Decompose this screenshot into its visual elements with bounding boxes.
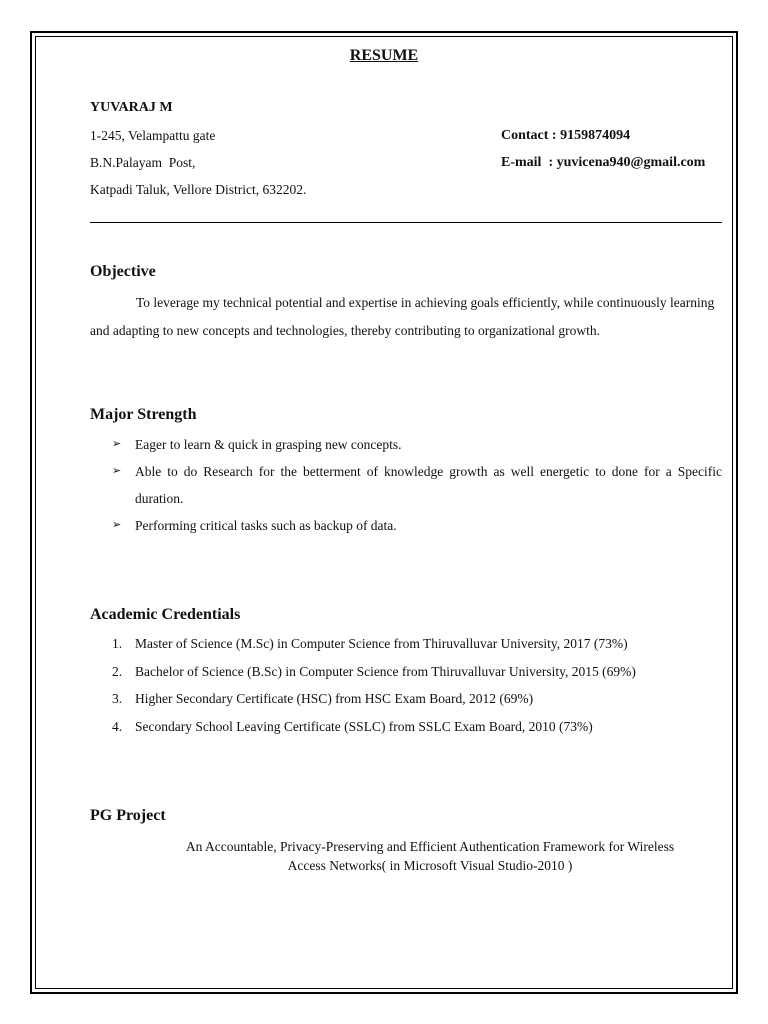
- address-line-1: 1-245, Velampattu gate: [90, 128, 216, 143]
- address-line-3: Katpadi Taluk, Vellore District, 632202.: [90, 182, 307, 197]
- list-item: 2. Bachelor of Science (B.Sc) in Computer Science from Thiruvalluvar University, 2015 (69%): [112, 663, 636, 679]
- contact-phone: Contact : 9159874094: [501, 128, 631, 143]
- project-description: [150, 837, 710, 875]
- resume-title: RESUME: [349, 47, 419, 64]
- list-item: 1. Master of Science (M.Sc) in Computer Science from Thiruvalluvar University, 2017 (73%): [112, 636, 628, 651]
- arrow-bullet-icon: ➢: [112, 438, 122, 450]
- project-heading: PG Project: [90, 807, 166, 824]
- academic-list: [90, 630, 722, 740]
- list-item: 4. Secondary School Leaving Certificate (SSLC) from SSLC Exam Board, 2010 (73%): [112, 718, 593, 734]
- arrow-bullet-icon: ➢: [112, 465, 122, 477]
- project-line-1: An Accountable, Privacy-Preserving and Efficient Authentication Framework for Wireless: [185, 839, 675, 854]
- strength-heading: Major Strength: [90, 406, 197, 423]
- list-item: ➢ Performing critical tasks such as backup of data.: [90, 512, 722, 539]
- candidate-name: YUVARAJ M: [90, 100, 173, 115]
- list-item: 3. Higher Secondary Certificate (HSC) from HSC Exam Board, 2012 (69%): [112, 691, 534, 706]
- contact-email: E-mail : yuvicena940@gmail.com: [501, 155, 706, 170]
- strength-list: [90, 431, 722, 539]
- project-line-2: Access Networks( in Microsoft Visual Studio-2010 ): [287, 858, 573, 873]
- address-line-2: B.N.Palayam Post,: [90, 155, 196, 170]
- arrow-bullet-icon: ➢: [112, 519, 122, 531]
- objective-text: To leverage my technical potential and expertise in achieving goals efficiently, while continuously learning and adapting to new concepts and technologies, thereby contributing to organizational growth.: [90, 295, 715, 338]
- list-item: ➢ Eager to learn & quick in grasping new concepts.: [90, 431, 722, 458]
- academic-heading: Academic Credentials: [90, 606, 241, 623]
- objective-heading: Objective: [90, 263, 156, 280]
- list-item: ➢ Able to do Research for the betterment of knowledge growth as well energetic to done for a Specific duration.: [90, 458, 722, 512]
- header-divider: [90, 222, 722, 223]
